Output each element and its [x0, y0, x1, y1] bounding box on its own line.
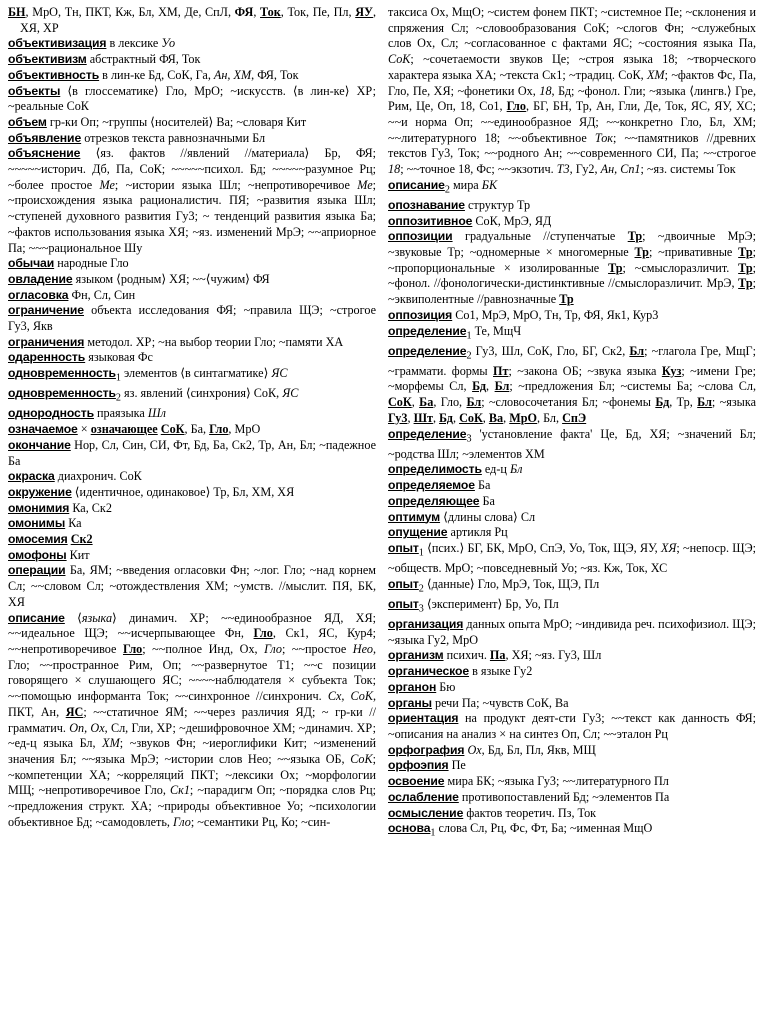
headword: объяснение — [8, 146, 81, 161]
source-key-italic: СоК — [388, 52, 411, 67]
left-column — [8, 5, 376, 830]
dictionary-entry — [8, 469, 376, 485]
dictionary-entry — [388, 308, 756, 324]
sense-index: 1 — [418, 547, 424, 559]
source-key-emphasized: Па — [489, 648, 506, 663]
headword: описание — [388, 177, 445, 192]
dictionary-entry — [8, 611, 376, 831]
entry-text: абстрактный ФЯ, Ток — [86, 52, 201, 67]
entry-text: , Бд; ~фонол. Гли; ~языка ⟨лингв.⟩ Гре, Рим, Це, Оп, 18, Со1, — [388, 83, 756, 114]
source-key-emphasized: Шт — [413, 410, 433, 425]
entry-text: в языке Гу2 — [469, 664, 533, 679]
source-key-emphasized: СоК — [388, 395, 412, 410]
entry-text: гр-ки Оп; ~группы ⟨носителей⟩ Ва; ~словаря Кит — [46, 114, 307, 129]
entry-text: ; ~непоср. ЩЭ; ~обществ. МрО; ~повседневный Уо; ~яз. Кж, Ток, ХС — [388, 540, 757, 576]
entry-text: ; ~яз. системы Ток — [640, 162, 736, 177]
headword: омосемия — [8, 532, 68, 547]
dictionary-entry — [8, 485, 376, 501]
headword: однородность — [8, 406, 94, 421]
source-key-italic: Ох — [467, 742, 482, 757]
entry-text: ⟨эксперимент⟩ Бр, Уо, Пл — [423, 596, 559, 611]
entry-text: таксиса Ох, МщО; ~систем фонем ПКТ; ~системное Пе; ~склонения и спряжения Сл; ~словообразования СоК; ~слогов Фн; ~служебных слов Ох, Сл; ~согласованное с фактами ЯС; ~состояния языка Па, — [388, 5, 756, 51]
entry-text: ⟩ динамич. ХР; ~~единообразное ЯД, ХЯ; ~~идеальное ЩЭ; ~~исчерпывающее Фн, — [8, 610, 376, 641]
source-key-emphasized: Гло — [506, 99, 526, 114]
dictionary-entry — [388, 229, 756, 308]
entry-text: народные Гло — [54, 256, 129, 271]
dictionary-entry — [8, 335, 376, 351]
entry-text: градуальные //ступенчатые — [452, 229, 628, 244]
source-key-emphasized: Ск2 — [70, 532, 93, 547]
source-key-emphasized: СоК — [459, 410, 483, 425]
dictionary-entry — [8, 350, 376, 366]
entry-text: языком ⟨родным⟩ ХЯ; ~~⟨чужим⟩ ФЯ — [72, 271, 270, 286]
entry-text: Гу3, Шл, СоК, Гло, БГ, Ск2, — [471, 343, 630, 358]
entry-text: ; ~предложения Бл; ~системы Ба; ~слова Сл, — [509, 379, 757, 394]
headword: органическое — [388, 664, 470, 679]
headword: объективность — [8, 67, 100, 82]
dictionary-entry — [388, 478, 756, 494]
dictionary-entry — [388, 462, 756, 478]
source-key-emphasized: Тр — [738, 260, 753, 275]
entry-text: ; ~двоичные МрЭ; ~звуковые Тр; ~одномерные × многомерные — [388, 229, 756, 259]
entry-text: , Тр, — [669, 395, 698, 410]
entry-text: СоК, МрЭ, ЯД — [472, 213, 552, 228]
entry-text: отрезков текста равнозначными Бл — [81, 130, 266, 145]
dictionary-entry — [8, 563, 376, 610]
dictionary-entry — [388, 617, 756, 648]
dictionary-entry — [388, 758, 756, 774]
dictionary-entry — [388, 696, 756, 712]
headword: объем — [8, 114, 47, 129]
headword: орфография — [388, 742, 465, 757]
dictionary-entry — [8, 115, 376, 131]
source-key-italic: Т3 — [556, 162, 570, 177]
entry-text: , Гло; ~~пространное Рим, Оп; ~~развернутое Т1; ~~с позиции говорящего × слушающего ЯС; ~~~~наблюдателя × субъекта Ток; ~~помощью информанта Ток; ~~синхронное //синхронич. — [8, 642, 376, 704]
entry-text: диахронич. СоК — [54, 469, 142, 484]
dictionary-entry — [8, 68, 376, 84]
entry-text: элементов ⟨в синтагматике⟩ — [121, 366, 272, 381]
source-key-emphasized: СпЭ — [562, 410, 587, 425]
entry-text: ⟨псих.⟩ БГ, БК, МрО, СпЭ, Уо, Ток, ЩЭ, ЯУ, — [423, 540, 661, 555]
entry-text: Кит — [66, 547, 90, 562]
headword: осмысление — [388, 805, 464, 820]
dictionary-entry — [8, 256, 376, 272]
source-key-bold: ФЯ — [234, 5, 254, 19]
entry-text: ⟨длины слова⟩ Сл — [440, 509, 536, 524]
entry-text: речи Па; ~чувств СоК, Ва — [431, 695, 569, 710]
source-key-emphasized: МрО — [509, 410, 537, 425]
entry-text: Фн, Сл, Син — [68, 287, 136, 302]
entry-text: языковая Фс — [85, 350, 153, 365]
dictionary-entry — [388, 178, 756, 198]
entry-text: противопоставлений Бд; ~элементов Па — [458, 789, 670, 804]
source-key-italic: Ан, ХМ — [213, 67, 252, 82]
source-key-italic: ХЯ — [660, 540, 677, 555]
entry-text: ⟨яз. фактов //явлений //материала⟩ Бр, ФЯ; ~~~~~историч. Дб, Па, СоК; ~~~~~психол. Бд; ~~~~~разумное Рц; ~более простое — [8, 146, 376, 192]
entry-text: , — [486, 379, 495, 394]
source-key-emphasized: Ва — [488, 410, 504, 425]
source-key-italic: ХМ — [102, 736, 120, 751]
source-key-italic: 18 — [539, 83, 552, 98]
entry-text: праязыка — [93, 406, 148, 421]
dictionary-entry — [388, 525, 756, 541]
entry-text: ; ~языка — [711, 395, 757, 410]
source-key-emphasized: Бд — [655, 395, 670, 410]
source-key-italic: Ск1 — [169, 783, 190, 798]
headword: определимость — [388, 462, 482, 477]
dictionary-entry — [388, 774, 756, 790]
headword: ориентация — [388, 711, 459, 726]
headword: окончание — [8, 437, 71, 452]
headword: организм — [388, 648, 444, 663]
source-key-emphasized: Бл — [466, 395, 482, 410]
dictionary-entry — [388, 541, 756, 577]
headword: обычаи — [8, 256, 55, 271]
entry-text: Те, МщЧ — [471, 323, 522, 338]
source-key-italic: Ме — [99, 177, 115, 192]
headword: одновременность — [8, 366, 116, 381]
source-key-emphasized: Тр — [559, 292, 574, 307]
dictionary-entry — [8, 532, 376, 548]
headword: омофоны — [8, 547, 67, 562]
source-key-emphasized: СоК — [160, 422, 185, 437]
source-key-italic: ЯС — [282, 386, 299, 401]
headword: опущение — [388, 525, 448, 540]
source-key-emphasized: Тр — [634, 244, 649, 259]
entry-text: ; ~~полное Инд, Ох, — [142, 642, 265, 656]
source-key-italic: 18 — [388, 162, 401, 177]
entry-text: , МрО — [228, 422, 261, 437]
headword: объективизация — [8, 36, 107, 51]
headword: одновременность — [8, 386, 116, 401]
entry-text: ; ~эквиполентные //равнозначные — [388, 276, 756, 307]
headword: опыт — [388, 540, 419, 555]
dictionary-entry — [8, 438, 376, 469]
entry-text: объекта исследования ФЯ; ~правила ЩЭ; ~строгое Гу3, Якв — [8, 303, 376, 334]
entry-text: , Ток, Пе, Пл, — [280, 5, 356, 19]
entry-text: ; ~истории языка Шл; ~непротиворечивое — [114, 177, 358, 192]
entry-text: ⟨в глоссематике⟩ Гло, МрО; ~искусств. ⟨в лин-ке⟩ ХР; ~реальные СоК — [8, 83, 376, 114]
entry-text: ; ~глагола Гре, МщГ; ~граммати. формы — [388, 343, 756, 378]
dictionary-entry — [388, 577, 756, 597]
source-key-emphasized: Гло — [209, 422, 229, 437]
dictionary-entry — [388, 324, 756, 344]
headword: оппозитивное — [388, 213, 473, 228]
entry-text: × — [77, 422, 91, 437]
entry-text: психич. — [443, 648, 490, 663]
dictionary-entry — [388, 427, 756, 463]
source-key-italic: Ме — [357, 177, 373, 192]
dictionary-entry — [388, 198, 756, 214]
source-key-emphasized: Тр — [738, 276, 753, 291]
entry-text: , БГ, БН, Тр, Ан, Гли, Де, Ток, ЯС, ЯУ, ХС; ~~и норма Оп; ~~единообразное ЯД; ~~конкретно Гло, Бл, ХМ; ~~литературного 18; ~~объективное — [388, 99, 756, 145]
entry-text: на продукт деят-сти Гу3; ~~текст как данность ФЯ; ~описания на анализ × на синтез Оп, Сл; ~~эталон Рц — [388, 711, 756, 741]
source-key-emphasized: Тр — [738, 244, 753, 259]
dictionary-entry — [8, 131, 376, 147]
source-key-emphasized: Тр — [608, 260, 623, 275]
headword: ослабление — [388, 789, 459, 804]
entry-text: ; ~фонол. //фонологически-дистинктивные //смыслоразличит. МрЭ, — [388, 260, 756, 291]
entry-text: , ФЯ, Ток — [251, 67, 299, 82]
entry-text: , — [253, 5, 261, 19]
headword: органон — [388, 679, 437, 694]
headword: оптимум — [388, 509, 441, 524]
sense-index: 1 — [466, 329, 472, 341]
dictionary-entry — [388, 806, 756, 822]
headword: опыт — [388, 576, 419, 591]
source-key-emphasized: Бл — [629, 343, 645, 358]
headword: окраска — [8, 469, 55, 484]
sense-index: 1 — [430, 827, 436, 839]
entry-text: Пе — [448, 758, 466, 773]
headword: означаемое — [8, 422, 78, 437]
entry-text: , — [482, 410, 489, 425]
entry-text: Со1, МрЭ, МрО, Тн, Тр, ФЯ, Як1, Кур3 — [452, 307, 659, 322]
entry-text: Ба — [479, 493, 495, 508]
entry-text: ; ~привативные — [648, 244, 739, 259]
headword: оппозиция — [388, 307, 453, 322]
sense-index: 2 — [466, 350, 472, 362]
dictionary-entry — [8, 501, 376, 517]
dictionary-entry — [8, 366, 376, 386]
dictionary-entry — [388, 711, 756, 742]
source-key-emphasized: Бд — [472, 379, 486, 394]
headword: организация — [388, 617, 464, 632]
entry-text: , ХЯ, ХР — [20, 5, 377, 35]
dictionary-entry — [8, 386, 376, 406]
entry-text: , Ба, — [184, 422, 210, 437]
headword: определение — [388, 343, 467, 358]
source-key-italic: Гло — [173, 814, 191, 829]
dictionary-entry — [8, 406, 376, 422]
headword: объявление — [8, 130, 82, 145]
dictionary-entry — [8, 303, 376, 334]
headword: основа — [388, 821, 431, 836]
entry-text: в лин-ке Бд, СоК, Га, — [99, 67, 214, 82]
source-key-italic: ЯС — [271, 366, 288, 381]
source-key-emphasized: Ба — [419, 395, 434, 410]
entry-text: , Бл, — [536, 410, 563, 425]
headword: орфоэпия — [388, 758, 449, 773]
dictionary-entry — [8, 84, 376, 115]
source-key-emphasized: Бл — [697, 395, 712, 410]
sense-index: 3 — [466, 433, 472, 445]
dictionary-entry — [388, 743, 756, 759]
headword: ограничение — [8, 303, 84, 318]
entry-text: ; ~сочетаемости звуков Це; ~строя языка 18; ~творческого характера языка ХА; ~текста Ск1; ~традиц. СоК, — [388, 52, 756, 82]
dictionary-entry — [8, 272, 376, 288]
entry-text: Бю — [436, 679, 456, 694]
dictionary-entry — [388, 821, 756, 841]
entry-text: , Гло, — [433, 395, 467, 410]
entry-text: 'установление факта' Це, Бд, ХЯ; ~значений Бл; ~родства Шл; ~элементов ХМ — [388, 426, 756, 461]
entry-text: артикля Рц — [447, 525, 508, 540]
entry-text: , Ск1, ЯС, Кур4; ~~непротиворечивое — [8, 626, 376, 656]
headword: описание — [8, 610, 65, 625]
entry-text: Ба, ЯМ; ~введения огласовки Фн; ~лог. Гло; ~над корнем Сл; ~~словом Сл; ~отождествления ХМ; ~умств. //мыслит. ПЯ, БК, ХЯ — [8, 563, 376, 609]
entry-text: , ПКТ, Ан, — [8, 689, 376, 719]
headword: определение — [388, 323, 467, 338]
entry-text: ⟨данные⟩ Гло, МрЭ, Ток, ЩЭ, Пл — [423, 576, 600, 591]
entry-text: ; ~имени Гре; ~морфемы Сл, — [388, 363, 756, 394]
dictionary-entry — [388, 680, 756, 696]
source-key-emphasized: БН — [8, 5, 26, 19]
dictionary-entry — [388, 790, 756, 806]
entry-text: ; ~семантики Рц, Ко; ~син- — [190, 814, 331, 829]
source-key-emphasized: Гло — [253, 626, 273, 641]
source-key-italic: Оп, Ох — [69, 720, 105, 735]
dictionary-entry — [8, 36, 376, 52]
source-key-italic: Ан, Сп1 — [600, 162, 641, 177]
headword: операции — [8, 563, 66, 578]
entry-text: ; ~звуков Фн; ~иероглифики Кит; ~изменений значения Бл; ~~языка МрЭ; ~истории слов Нео; ~~языка ОБ, — [8, 736, 376, 766]
headword: определяющее — [388, 493, 480, 508]
headword: оппозиции — [388, 229, 453, 244]
source-key-italic: ХМ — [646, 67, 665, 82]
entry-text: , — [407, 410, 414, 425]
headword: окружение — [8, 484, 72, 499]
entry-text: ; ~~памятников //древних текстов Гу3, Ток; ~~родного Ан; ~~современного СИ, Па; ~~строгое — [388, 130, 756, 161]
entry-text: ; ~происхождения языка рационалистич. ПЯ; ~развития языка Шл; ~ступеней духовного развития Гу3; ~ тенденций развития языка Ба; ~фактов использования языка ХЯ; ~яз. изменений МрЭ; ~~априорное Па; ~~~рациональное Шу — [8, 177, 376, 255]
headword: освоение — [388, 774, 445, 789]
entry-text: ; ~~простое — [281, 642, 353, 656]
headword: объекты — [8, 83, 61, 98]
entry-text: ; ~пропорциональные × изолированные — [388, 244, 756, 275]
dictionary-entry — [388, 5, 756, 178]
dictionary-entry — [388, 664, 756, 680]
sense-index: 2 — [418, 583, 424, 595]
source-key-emphasized: ЯУ — [355, 5, 373, 19]
dictionary-entry — [8, 516, 376, 532]
source-key-italic: языка — [81, 610, 113, 625]
entry-text: фактов теоретич. Пз, Ток — [463, 805, 597, 820]
source-key-italic: Шл — [147, 406, 166, 421]
entry-text: ; ~~статичное ЯМ; ~~через различия ЯД; ~ гр-ки //грамматич. — [8, 704, 377, 735]
headword: определение — [388, 426, 467, 441]
source-key-italic: СоК — [350, 751, 373, 766]
headword: омонимия — [8, 500, 70, 515]
sense-index: 2 — [444, 184, 450, 196]
entry-text: , — [411, 395, 420, 410]
entry-text: ед-ц — [481, 462, 510, 477]
entry-text: ; ~смыслоразличит. — [622, 260, 739, 275]
entry-text: Нор, Сл, Син, СИ, Фт, Бд, Ба, Ск2, Тр, Ан, Бл; ~падежное Ба — [8, 437, 376, 468]
source-key-italic: Ток — [594, 130, 614, 145]
entry-text: , — [503, 410, 510, 425]
source-key-emphasized: Гло — [122, 642, 143, 656]
source-key-emphasized: Бд — [439, 410, 453, 425]
entry-text: в лексике — [106, 36, 162, 51]
headword: опознавание — [388, 197, 465, 212]
source-key-emphasized: Тр — [627, 229, 643, 244]
entry-text: Ка — [65, 516, 82, 531]
entry-text: слова Сл, Рц, Фс, Фт, Ба; ~именная МщО — [435, 821, 653, 836]
source-key-emphasized: означающее — [90, 422, 158, 437]
source-key-emphasized: Гу3 — [388, 410, 408, 425]
headword: определяемое — [388, 478, 475, 493]
source-key-italic: Нео — [352, 642, 373, 656]
dictionary-entry — [8, 288, 376, 304]
dictionary-entry — [388, 494, 756, 510]
entry-text: мира — [449, 177, 482, 192]
dictionary-entry — [8, 52, 376, 68]
entry-text: , — [432, 410, 440, 425]
entry-text: , — [452, 410, 460, 425]
headword: ограничения — [8, 334, 85, 349]
entry-text: , Бд, Бл, Пл, Якв, МЩ — [481, 742, 596, 757]
source-key-emphasized: Ток — [260, 5, 281, 19]
headword: овладение — [8, 271, 73, 286]
source-key-emphasized: Куз — [661, 363, 682, 378]
entry-text: ; ~~точное 18, Фс; ~~экзотич. — [400, 162, 557, 177]
headword: объективизм — [8, 52, 87, 67]
source-key-italic: Бл — [509, 462, 523, 477]
dictionary-entry — [388, 597, 756, 617]
entry-text: ; ~закона ОБ; ~звука языка — [508, 363, 662, 378]
dictionary-entry — [8, 422, 376, 438]
sense-index: 3 — [418, 603, 424, 615]
entry-text: ; ~фактов Фс, Па, Гло, Пе, ХЯ; ~фонетики Ох, — [388, 67, 757, 98]
source-key-italic: БК — [481, 177, 498, 192]
dictionary-entry — [8, 146, 376, 256]
entry-text: Ка, Ск2 — [69, 500, 112, 515]
source-key-italic: Гло — [264, 642, 282, 656]
entry-text: структур Тр — [464, 197, 531, 212]
dictionary-entry — [8, 548, 376, 564]
sense-index: 2 — [115, 392, 121, 404]
entry-text: ; ~компетенции ХА; ~корреляций ПКТ; ~лексики Ох; ~морфологии МЩ; ~непротиворечивое Гло, — [8, 751, 376, 798]
entry-text: , Гу2, — [569, 162, 601, 177]
dictionary-entry — [388, 214, 756, 230]
source-key-italic: Сх, СоК — [327, 689, 373, 704]
sense-index: 1 — [115, 372, 121, 384]
entry-text: , МрО, Тн, ПКТ, Кж, Бл, ХМ, Де, СпЛ, — [25, 5, 235, 19]
headword: опыт — [388, 596, 419, 611]
source-key-italic: Уо — [161, 36, 176, 51]
entry-text: ; ~словосочетания Бл; ~фонемы — [481, 395, 656, 410]
entry-text: методол. ХР; ~на выбор теории Гло; ~памяти ХА — [84, 334, 344, 349]
right-column — [388, 5, 756, 841]
dictionary-entry — [388, 648, 756, 664]
dictionary-entry — [388, 510, 756, 526]
entry-text: ⟨ — [64, 610, 82, 625]
entry-text: ⟨идентичное, одинаковое⟩ Тр, Бл, ХМ, ХЯ — [71, 484, 295, 499]
entry-text: Ба — [474, 478, 491, 493]
source-key-emphasized: ЯС — [65, 704, 84, 719]
entry-text: , Сл, Гли, ХР; ~дешифровочное ХМ; ~динамич. ХР; ~ед-ц языка Бл, — [8, 720, 376, 751]
entry-text: мира БК; ~языка Гу3; ~~литературного Пл — [444, 774, 669, 789]
headword: огласовка — [8, 287, 69, 302]
dictionary-entry — [8, 5, 376, 36]
entry-text: ; ~парадигм Оп; ~порядка слов Рц; ~предложения структ. ХА; ~природы объективное Уо; ~психологии объективное Бд; ~самодовлеть, — [8, 783, 377, 829]
entry-text: , ХЯ; ~яз. Гу3, Шл — [505, 648, 602, 663]
headword: органы — [388, 695, 432, 710]
source-key-emphasized: Пт — [493, 363, 509, 378]
entry-text: яз. явлений ⟨синхрония⟩ СоК, — [121, 386, 283, 401]
entry-text: данных опыта МрО; ~индивида реч. психофизиол. ЩЭ; ~языка Гу2, МрО — [388, 617, 756, 647]
headword: омонимы — [8, 516, 66, 531]
dictionary-entry — [388, 344, 756, 427]
headword: одаренность — [8, 350, 86, 365]
source-key-emphasized: Бл — [494, 379, 510, 394]
